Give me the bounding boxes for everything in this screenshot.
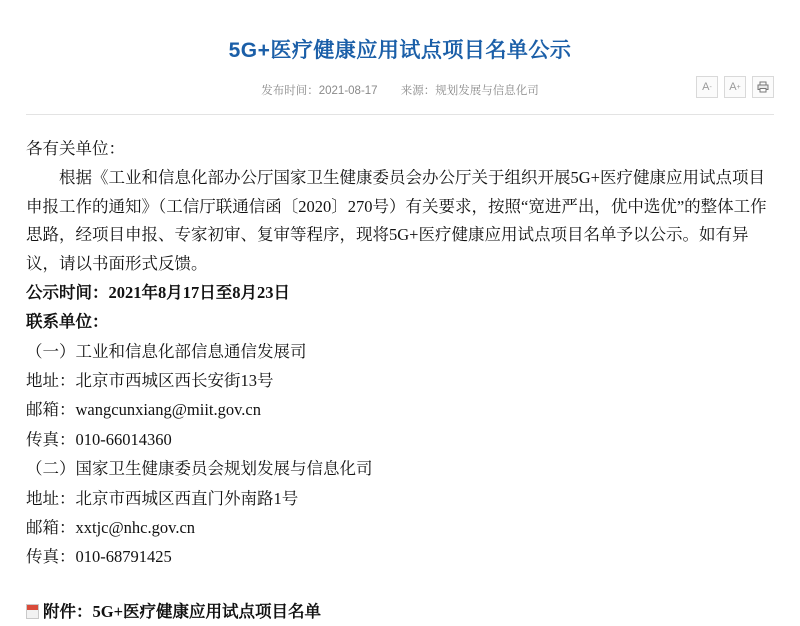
attachment-row[interactable] [26,598,774,626]
print-button[interactable] [752,76,774,98]
source-value: 规划发展与信息化司 [435,85,539,97]
body-paragraph: 传真：010-68791425 [26,547,172,567]
body-paragraph: 各有关单位： [26,139,125,158]
decrease-font-sup: - [709,83,712,91]
print-icon [757,81,769,93]
page-title: 5G+医疗健康应用试点项目名单公示 [228,39,572,62]
decrease-font-label: A [702,81,710,93]
publish-time [261,82,377,98]
source [401,82,539,98]
attachment-label[interactable]: 附件：5G+医疗健康应用试点项目名单 [43,601,321,621]
body-paragraph: 地址：北京市西城区西直门外南路1号 [26,488,299,508]
publish-time-value: 2021-08-17 [318,85,378,97]
body-paragraph: 邮箱：xxtjc@nhc.gov.cn [26,517,196,537]
toolbar [696,76,774,98]
attachment-file-icon [26,604,39,619]
increase-font-sup: + [736,83,741,91]
increase-font-label: A [729,81,737,93]
body-paragraph: 根据《工业和信息化部办公厅国家卫生健康委员会办公厅关于组织开展5G+医疗健康应用试点项目申报工作的通知》（工信厅联通信函〔2020〕270号）有关要求，按照“宽进严出，优中选优”的整体工作思路，经项目申报、专家初审、复审等程序，现将5G+医疗健康应用试点项目名单予以公示。如有异议，请以书面形式反馈。 [26,168,767,273]
source-label: 来源： [400,85,436,97]
body-paragraph: 公示时间：2021年8月17日至8月23日 [26,282,290,302]
body-paragraph: （一）工业和信息化部信息通信发展司 [26,341,307,361]
body-paragraph: 传真：010-66014360 [26,429,172,449]
document-meta [0,82,800,104]
publish-time-label: 发布时间： [261,85,319,97]
body-paragraph: 地址：北京市西城区西长安街13号 [26,371,274,390]
body-paragraph: 邮箱：wangcunxiang@miit.gov.cn [26,400,262,420]
decrease-font-button[interactable] [696,76,718,98]
body-paragraph: （二）国家卫生健康委员会规划发展与信息化司 [26,459,373,479]
body-paragraph: 联系单位： [26,312,109,332]
document-body [0,115,800,626]
increase-font-button[interactable] [724,76,746,98]
